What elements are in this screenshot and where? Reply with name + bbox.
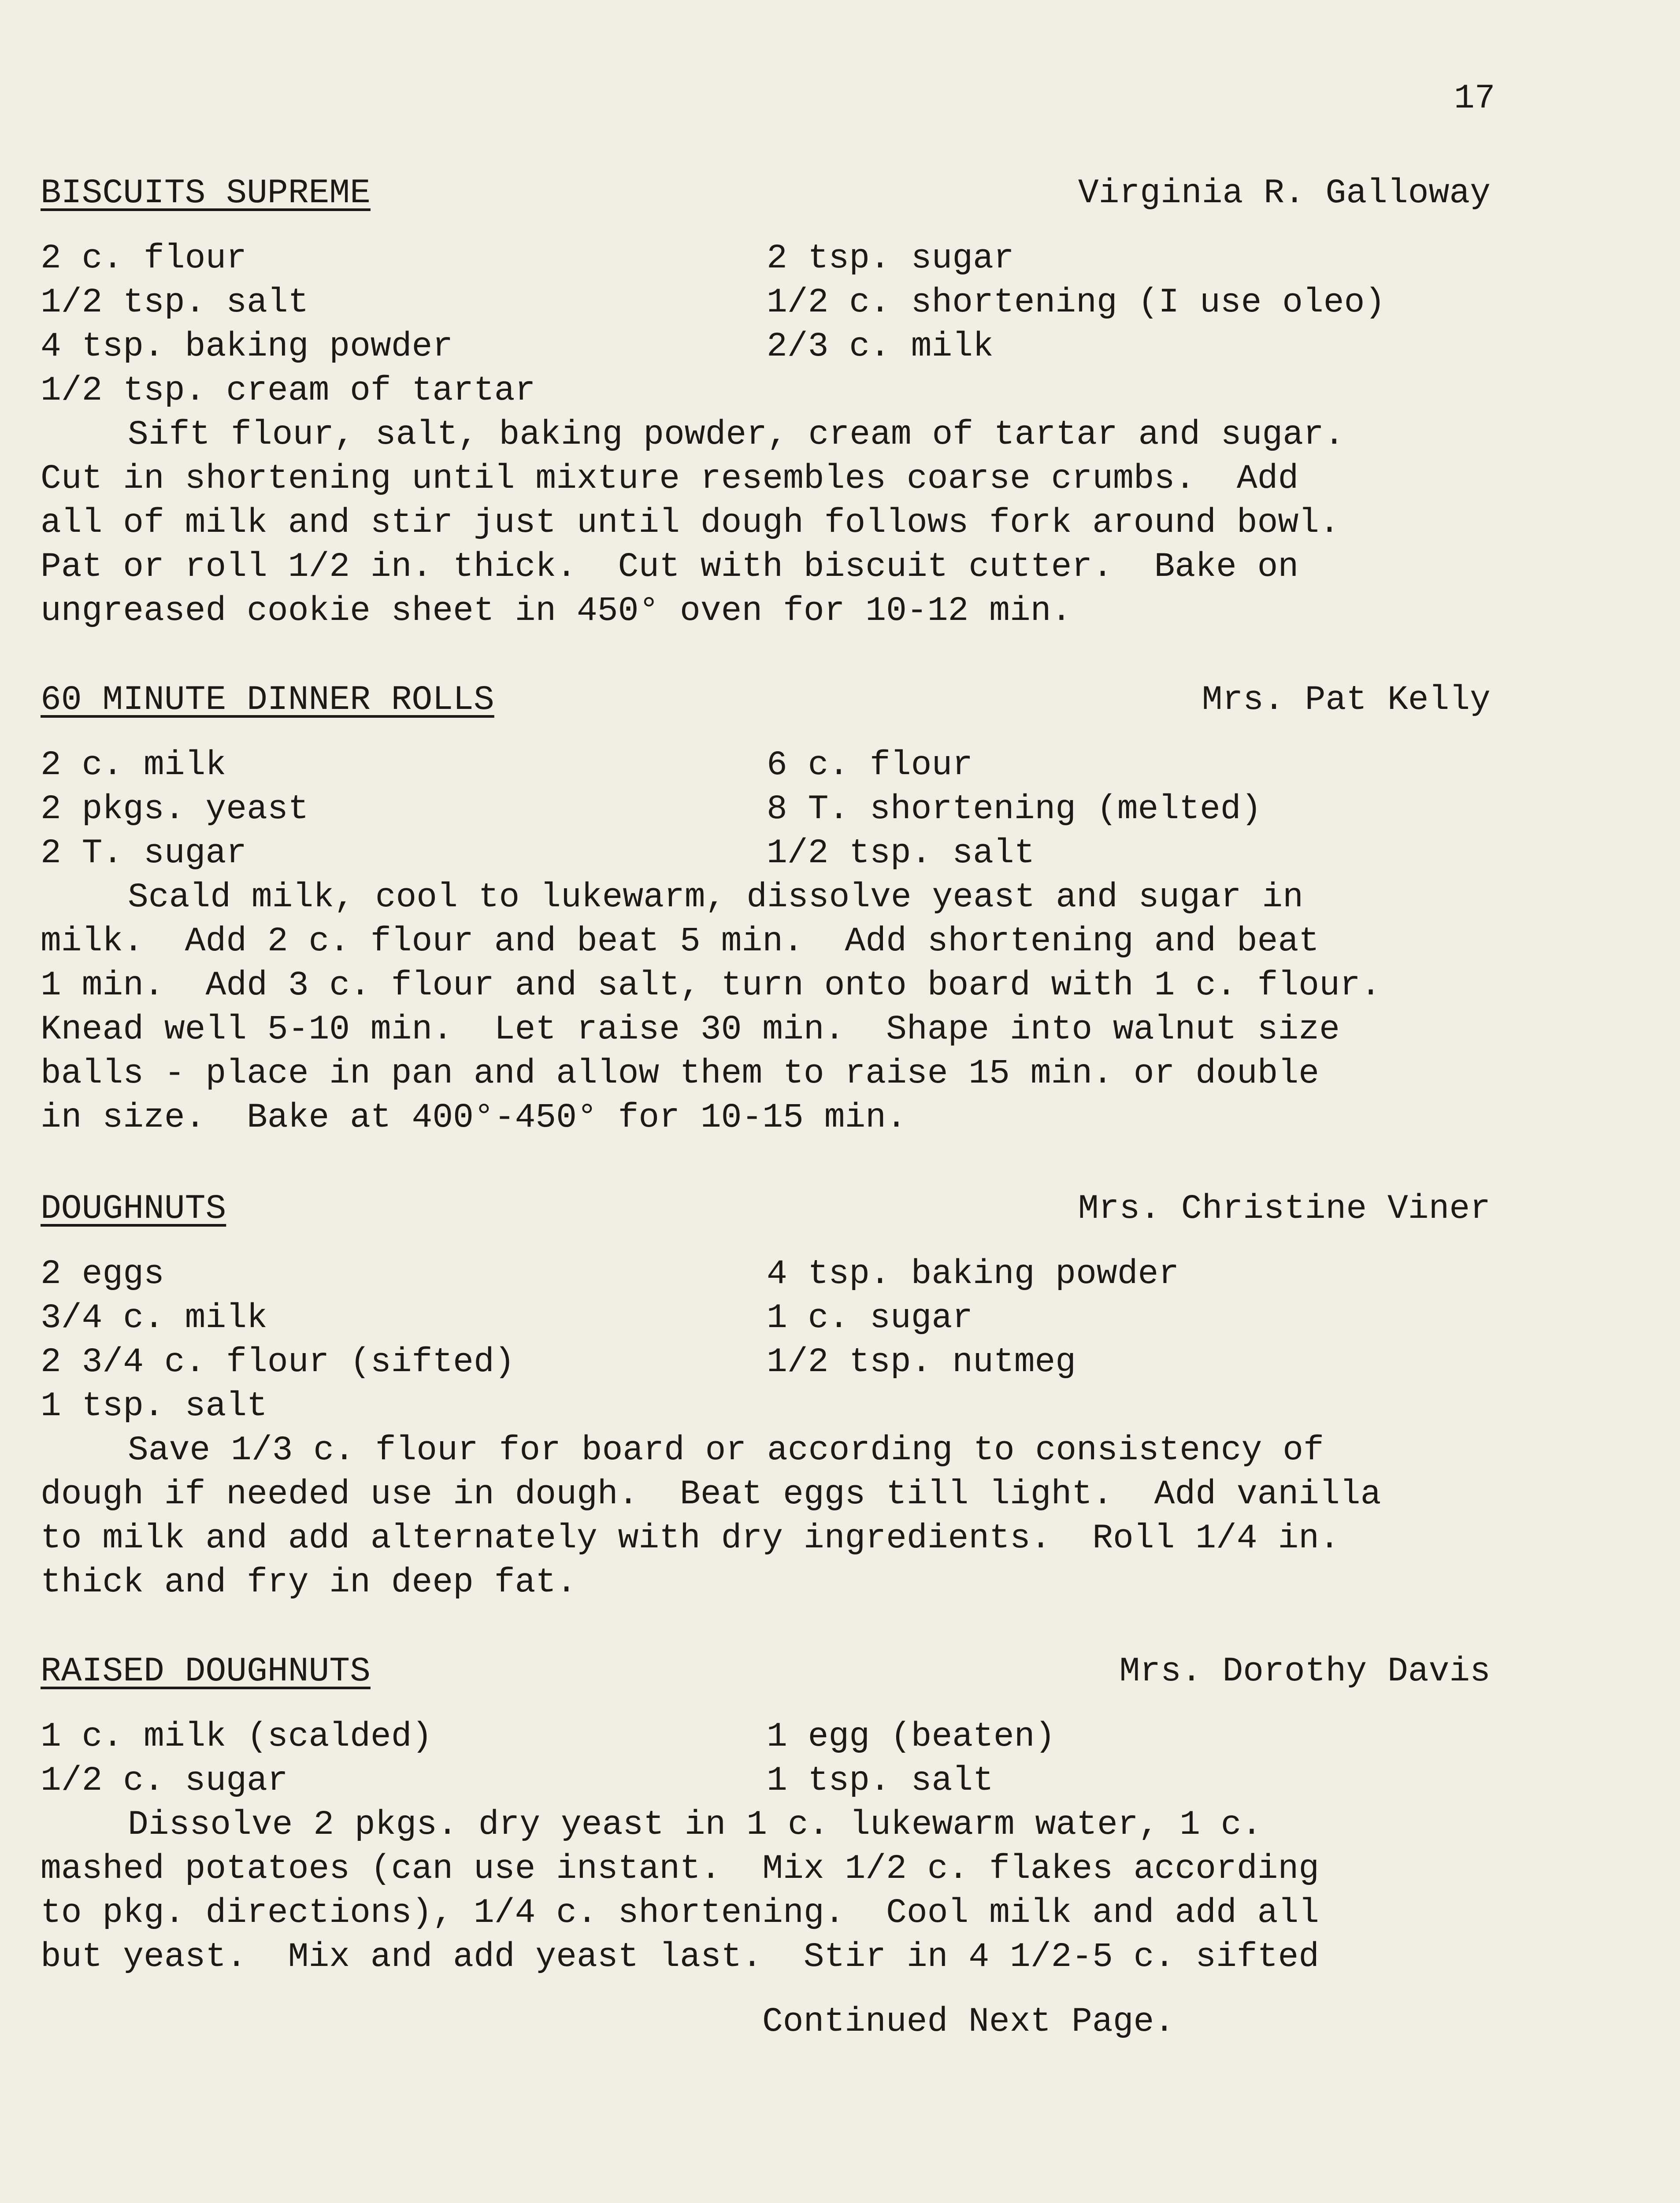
ingredient: 1 c. milk (scalded) bbox=[41, 1717, 433, 1756]
recipe-author-biscuits: Virginia R. Galloway bbox=[1078, 174, 1491, 213]
ingredient: 1 tsp. salt bbox=[41, 1387, 267, 1426]
ingredient: 3/4 c. milk bbox=[41, 1299, 267, 1338]
direction-line: Pat or roll 1/2 in. thick. Cut with biscuit cutter. Bake on bbox=[41, 548, 1299, 586]
ingredient: 2 c. milk bbox=[41, 746, 226, 785]
ingredient: 1/2 tsp. cream of tartar bbox=[41, 371, 536, 410]
direction-line: in size. Bake at 400°-450° for 10-15 min. bbox=[41, 1098, 907, 1137]
direction-line: milk. Add 2 c. flour and beat 5 min. Add shortening and beat bbox=[41, 922, 1320, 961]
ingredient: 4 tsp. baking powder bbox=[41, 327, 453, 366]
ingredient: 1/2 tsp. nutmeg bbox=[767, 1343, 1076, 1382]
ingredient: 1 egg (beaten) bbox=[767, 1717, 1056, 1756]
direction-line: balls - place in pan and allow them to raise 15 min. or double bbox=[41, 1054, 1320, 1093]
recipe-author-dinner-rolls: Mrs. Pat Kelly bbox=[1202, 681, 1491, 719]
ingredient: 6 c. flour bbox=[767, 746, 973, 785]
recipe-title-dinner-rolls: 60 MINUTE DINNER ROLLS bbox=[41, 681, 494, 719]
ingredient: 1/2 c. shortening (I use oleo) bbox=[767, 283, 1386, 322]
ingredient: 4 tsp. baking powder bbox=[767, 1255, 1179, 1294]
recipe-author-doughnuts: Mrs. Christine Viner bbox=[1078, 1190, 1491, 1228]
page-number: 17 bbox=[1454, 79, 1495, 118]
continued-footer: Continued Next Page. bbox=[762, 2003, 1175, 2041]
ingredient: 2 3/4 c. flour (sifted) bbox=[41, 1343, 515, 1382]
direction-line: 1 min. Add 3 c. flour and salt, turn onto board with 1 c. flour. bbox=[41, 966, 1381, 1005]
ingredient: 2 T. sugar bbox=[41, 834, 247, 873]
ingredient: 1/2 tsp. salt bbox=[41, 283, 309, 322]
direction-line: Scald milk, cool to lukewarm, dissolve yeast and sugar in bbox=[128, 878, 1304, 917]
direction-line: thick and fry in deep fat. bbox=[41, 1563, 577, 1602]
direction-line: to milk and add alternately with dry ingredients. Roll 1/4 in. bbox=[41, 1519, 1340, 1558]
ingredient: 1 tsp. salt bbox=[767, 1762, 994, 1800]
direction-line: dough if needed use in dough. Beat eggs till light. Add vanilla bbox=[41, 1475, 1381, 1514]
recipe-title-biscuits: BISCUITS SUPREME bbox=[41, 174, 371, 213]
ingredient: 2 pkgs. yeast bbox=[41, 790, 309, 829]
ingredient: 2 c. flour bbox=[41, 239, 247, 278]
direction-line: Save 1/3 c. flour for board or according to consistency of bbox=[128, 1431, 1324, 1470]
recipe-title-doughnuts: DOUGHNUTS bbox=[41, 1190, 226, 1228]
direction-line: Cut in shortening until mixture resembles coarse crumbs. Add bbox=[41, 460, 1299, 498]
direction-line: ungreased cookie sheet in 450° oven for 10-12 min. bbox=[41, 592, 1072, 630]
direction-line: but yeast. Mix and add yeast last. Stir in 4 1/2-5 c. sifted bbox=[41, 1938, 1320, 1977]
ingredient: 2 eggs bbox=[41, 1255, 164, 1294]
ingredient: 1/2 tsp. salt bbox=[767, 834, 1035, 873]
ingredient: 2 tsp. sugar bbox=[767, 239, 1014, 278]
direction-line: all of milk and stir just until dough follows fork around bowl. bbox=[41, 504, 1340, 542]
ingredient: 1 c. sugar bbox=[767, 1299, 973, 1338]
direction-line: to pkg. directions), 1/4 c. shortening. Cool milk and add all bbox=[41, 1894, 1320, 1932]
recipe-title-raised-doughnuts: RAISED DOUGHNUTS bbox=[41, 1652, 371, 1691]
recipe-author-raised-doughnuts: Mrs. Dorothy Davis bbox=[1119, 1652, 1491, 1691]
direction-line: Sift flour, salt, baking powder, cream of tartar and sugar. bbox=[128, 415, 1345, 454]
ingredient: 2/3 c. milk bbox=[767, 327, 994, 366]
ingredient: 1/2 c. sugar bbox=[41, 1762, 288, 1800]
direction-line: Dissolve 2 pkgs. dry yeast in 1 c. lukewarm water, 1 c. bbox=[128, 1806, 1262, 1844]
direction-line: Knead well 5-10 min. Let raise 30 min. Shape into walnut size bbox=[41, 1010, 1340, 1049]
ingredient: 8 T. shortening (melted) bbox=[767, 790, 1262, 829]
direction-line: mashed potatoes (can use instant. Mix 1/2 c. flakes according bbox=[41, 1850, 1320, 1888]
